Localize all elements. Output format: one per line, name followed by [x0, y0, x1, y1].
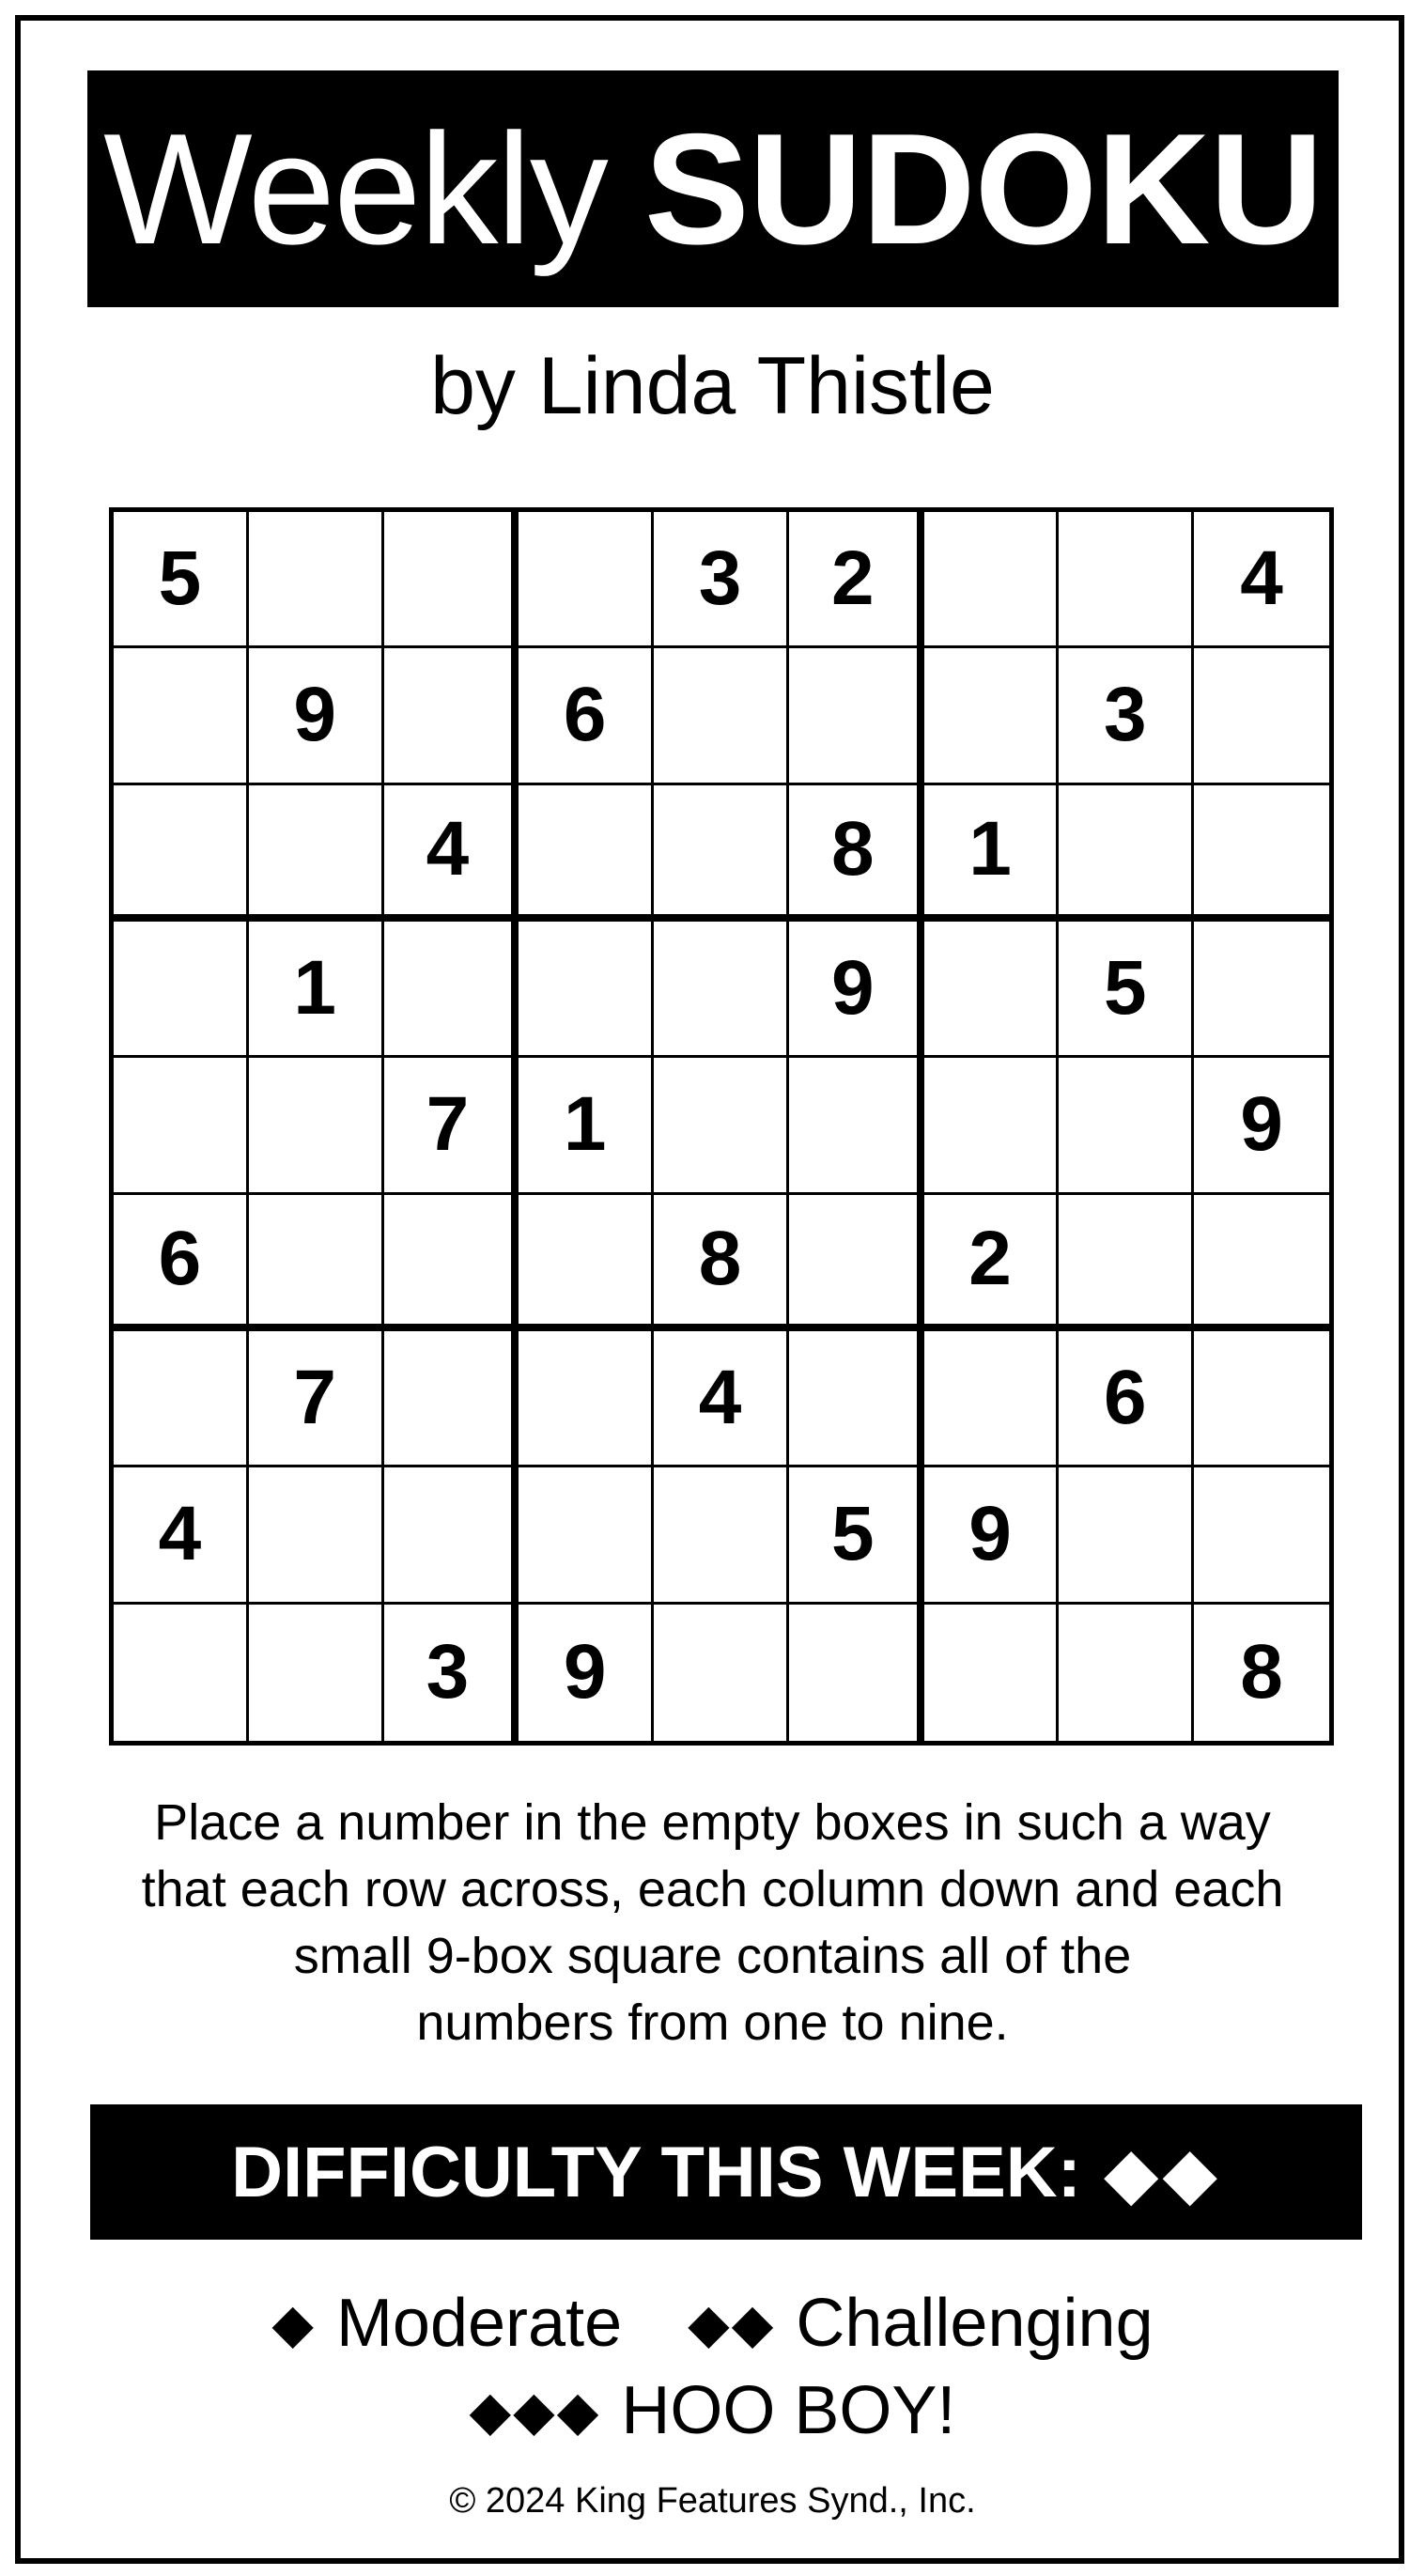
sudoku-empty-cell[interactable]	[114, 648, 249, 784]
sudoku-given-cell[interactable]: 7	[384, 1058, 519, 1194]
sudoku-empty-cell[interactable]	[924, 922, 1060, 1058]
sudoku-given-cell[interactable]: 6	[114, 1195, 249, 1331]
sudoku-given-cell[interactable]: 3	[384, 1605, 519, 1741]
sudoku-empty-cell[interactable]	[249, 1605, 384, 1741]
sudoku-given-cell[interactable]: 7	[249, 1331, 384, 1467]
sudoku-given-cell[interactable]: 5	[789, 1467, 924, 1604]
sudoku-empty-cell[interactable]	[789, 648, 924, 784]
sudoku-empty-cell[interactable]	[384, 1467, 519, 1604]
sudoku-given-cell[interactable]: 8	[1240, 1629, 1283, 1715]
sudoku-given-cell[interactable]: 6	[1059, 1331, 1194, 1467]
sudoku-empty-cell[interactable]	[1194, 648, 1329, 784]
title-regular: Weekly	[103, 101, 607, 277]
sudoku-empty-cell[interactable]	[789, 1331, 924, 1467]
copyright: © 2024 King Features Synd., Inc.	[449, 2481, 976, 2521]
sudoku-empty-cell[interactable]	[1059, 785, 1194, 922]
sudoku-empty-cell[interactable]	[384, 922, 519, 1058]
challenging-diamonds-icon: ◆◆	[688, 2293, 776, 2354]
sudoku-empty-cell[interactable]	[249, 1058, 384, 1194]
sudoku-given-cell[interactable]: 8	[654, 1195, 789, 1331]
sudoku-empty-cell[interactable]	[384, 1195, 519, 1331]
instructions-line: Place a number in the empty boxes in such a way	[154, 1794, 1271, 1851]
sudoku-given-cell[interactable]: 5	[114, 512, 249, 648]
sudoku-empty-cell[interactable]	[654, 922, 789, 1058]
sudoku-given-cell[interactable]: 2	[924, 1195, 1060, 1331]
challenging-label: Challenging	[796, 2286, 1154, 2361]
instructions	[56, 1790, 1369, 2056]
sudoku-given-cell[interactable]: 9	[519, 1605, 654, 1741]
sudoku-empty-cell[interactable]	[654, 648, 789, 784]
sudoku-given-cell[interactable]: 9	[924, 1467, 1060, 1604]
sudoku-empty-cell[interactable]	[1059, 1195, 1194, 1331]
sudoku-given-cell[interactable]: 2	[789, 512, 924, 648]
sudoku-given-cell[interactable]: 1	[249, 922, 384, 1058]
difficulty-legend-row-1	[0, 2286, 1425, 2361]
sudoku-empty-cell[interactable]	[1059, 1058, 1194, 1194]
instructions-line: small 9-box square contains all of the	[293, 1928, 1132, 1984]
moderate-diamond-icon: ◆	[271, 2293, 316, 2354]
sudoku-empty-cell[interactable]	[789, 1605, 924, 1741]
sudoku-grid	[109, 507, 1334, 1746]
sudoku-given-cell[interactable]: 4	[114, 1467, 249, 1604]
sudoku-empty-cell[interactable]	[1194, 1467, 1329, 1604]
sudoku-empty-cell[interactable]	[114, 1605, 249, 1741]
sudoku-empty-cell[interactable]	[1059, 1467, 1194, 1604]
difficulty-legend-row-2	[0, 2373, 1425, 2448]
sudoku-empty-cell[interactable]	[519, 1195, 654, 1331]
sudoku-empty-cell[interactable]	[519, 922, 654, 1058]
sudoku-given-cell[interactable]: 8	[789, 785, 924, 922]
sudoku-given-cell[interactable]: 9	[249, 648, 384, 784]
sudoku-empty-cell[interactable]	[114, 1331, 249, 1467]
sudoku-empty-cell[interactable]	[1194, 1195, 1329, 1331]
sudoku-empty-cell[interactable]	[249, 1467, 384, 1604]
sudoku-empty-cell[interactable]	[1194, 1331, 1329, 1467]
sudoku-empty-cell[interactable]	[1194, 785, 1329, 922]
sudoku-empty-cell[interactable]	[789, 1195, 924, 1331]
sudoku-empty-cell[interactable]	[249, 785, 384, 922]
sudoku-empty-cell[interactable]	[519, 1467, 654, 1604]
sudoku-given-cell[interactable]: 1	[924, 785, 1060, 922]
sudoku-given-cell[interactable]: 1	[519, 1058, 654, 1194]
hooboy-label: HOO BOY!	[621, 2373, 956, 2448]
sudoku-empty-cell[interactable]	[924, 648, 1060, 784]
instructions-line: numbers from one to nine.	[416, 1994, 1009, 2051]
byline: by Linda Thistle	[430, 341, 995, 431]
sudoku-empty-cell[interactable]	[384, 512, 519, 648]
sudoku-empty-cell[interactable]	[1059, 1605, 1194, 1741]
hooboy-diamonds-icon: ◆◆◆	[469, 2381, 601, 2442]
sudoku-empty-cell[interactable]	[519, 1331, 654, 1467]
difficulty-diamonds-icon: ◆◆	[1104, 2133, 1221, 2213]
sudoku-empty-cell[interactable]	[654, 1467, 789, 1604]
sudoku-empty-cell[interactable]	[249, 512, 384, 648]
sudoku-empty-cell[interactable]	[924, 512, 1060, 648]
sudoku-empty-cell[interactable]	[924, 1058, 1060, 1194]
sudoku-empty-cell[interactable]	[654, 785, 789, 922]
title-banner	[87, 70, 1339, 307]
difficulty-banner	[90, 2104, 1362, 2240]
instructions-line: that each row across, each column down and each	[141, 1861, 1284, 1917]
sudoku-empty-cell[interactable]	[114, 785, 249, 922]
sudoku-given-cell[interactable]: 4	[384, 785, 519, 922]
sudoku-empty-cell[interactable]	[384, 1331, 519, 1467]
sudoku-given-cell[interactable]: 3	[1059, 648, 1194, 784]
sudoku-given-cell[interactable]: 9	[789, 922, 924, 1058]
sudoku-empty-cell[interactable]	[519, 512, 654, 648]
sudoku-empty-cell[interactable]	[924, 1605, 1060, 1741]
difficulty-label: DIFFICULTY THIS WEEK:	[231, 2132, 1081, 2212]
sudoku-given-cell[interactable]: 5	[1059, 922, 1194, 1058]
sudoku-empty-cell[interactable]	[114, 1058, 249, 1194]
sudoku-given-cell[interactable]: 3	[654, 512, 789, 648]
title-bold: SUDOKU	[643, 101, 1323, 277]
sudoku-empty-cell[interactable]	[1059, 512, 1194, 648]
sudoku-empty-cell[interactable]	[249, 1195, 384, 1331]
sudoku-empty-cell[interactable]	[384, 648, 519, 784]
sudoku-empty-cell[interactable]	[924, 1331, 1060, 1467]
sudoku-given-cell[interactable]: 9	[1194, 1058, 1329, 1194]
sudoku-empty-cell[interactable]	[519, 785, 654, 922]
moderate-label: Moderate	[335, 2286, 623, 2361]
sudoku-empty-cell[interactable]	[654, 1605, 789, 1741]
sudoku-empty-cell[interactable]	[1194, 922, 1329, 1058]
sudoku-empty-cell[interactable]	[789, 1058, 924, 1194]
sudoku-given-cell[interactable]: 4	[1194, 512, 1329, 648]
sudoku-given-cell[interactable]: 4	[654, 1331, 789, 1467]
sudoku-given-cell[interactable]: 6	[519, 648, 654, 784]
sudoku-empty-cell[interactable]	[114, 922, 249, 1058]
sudoku-empty-cell[interactable]	[654, 1058, 789, 1194]
